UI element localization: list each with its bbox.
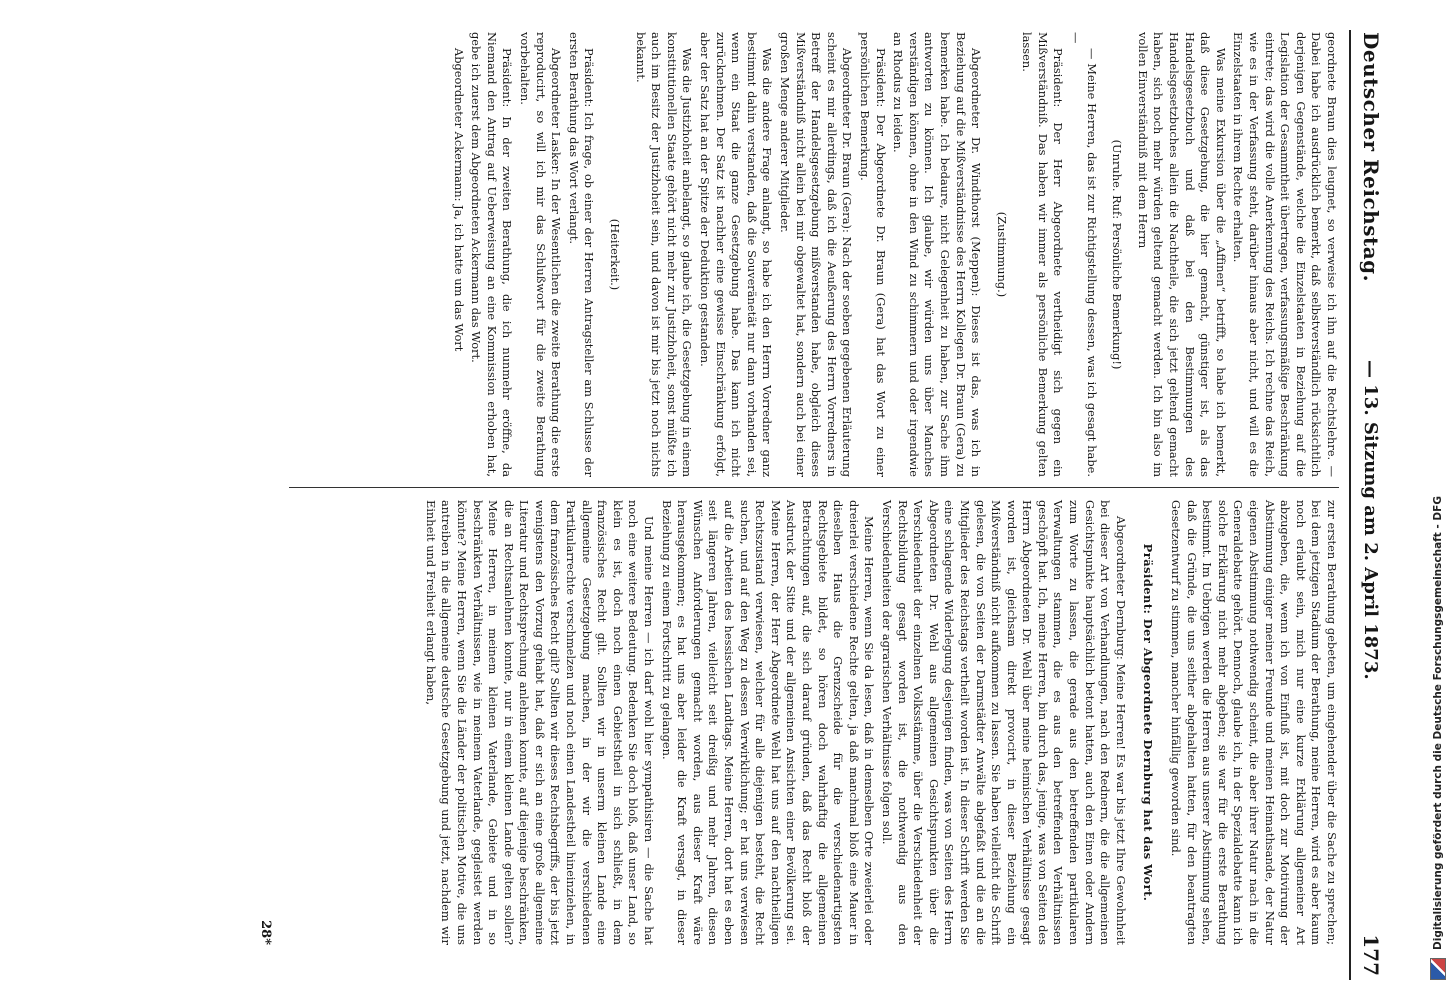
document-page (51, 30, 1391, 980)
speaker-paragraph: Abgeordneter Lasker: In der Wesentlichen die zweite Berathung die erste reproducirt, so will ich mir das Schlußwort für die zweite Berathung vorbehalten. (518, 32, 564, 477)
right-column (59, 500, 1339, 945)
paragraph: zur ersten Berathung gebeten, um eingehender über die Sache zu sprechen; bei dem jetzigen Stadium der Berathung, meine Herren, wird es aber kaum noch erlaubt sein, mich nur eine kurze Erklärung allgemeiner Art abzugeben, die, wenn ich von Einfluß ist, mit doch zur Motivirung der Abstimmung einiger meiner Freunde und meinen Heimathsande, der Natur eigenen Abstimmung nothwendig scheint, die aber ihrer Natur nach in die Generaldebatte gehört. Dennoch, glaube ich, in der Spezialdebatte kann ich solche Erklärung nicht mehr abgeben; sie war für die erste Berathung bestimmt. Im Uebrigen werden die Herren aus unserer Abstimmung sehen, daß die Gründe, die uns seither abgehalten hatten, für den beantragten Gesetzentwurf zu stimmen, mancher hinfällig geworden sind. (1169, 500, 1339, 945)
speaker-paragraph: Präsident: Der Abgeordnete Dr. Braun (Gera) hat das Wort zu einer persönlichen Bemerkung. (857, 32, 888, 477)
speaker-paragraph: Abgeordneter Ackermann: Ja, ich hatte um das Wort (451, 48, 466, 352)
speaker-announcement: Präsident: Der Abgeordnete Dernburg hat das Wort. (1141, 543, 1156, 902)
speaker-paragraph: Präsident: In der zweiten Berathung, die ich nunmehr eröffne, da Niemand den Antrag auf Ueberweisung an eine Kommission erhoben hat, gebe ich zuerst dem Abgeordneten Ackermann das Wort. (469, 32, 515, 477)
paragraph: Meine Herren, wenn Sie da lesen, daß in demselben Orte zweierlei oder dreierlei verschiedene Rechte gelten, ja daß manchmal bloß eine Mauer in dieselben Haus die Grenzscheide für die verschiedenartigsten Rechtsgebiete bildet, so hören doch wahrhaftig die allgemeinen Betrachtungen auf, die sich darauf gründen, daß das Recht bloß der Ausdruck der Sitte und der allgemeinen Ansichten einer Bevölkerung sei. Meine Herren, der Herr Abgeordnete Wehl hat uns auf den nachtheiligen Rechtszustand verwiesen, welcher für alle diejenigen besteht, die Recht suchen, und auf den Weg zu dessen Verwirklichung; er hat uns verwiesen auf die Arbeiten des hessischen Landtags. Meine Herren, dort hat es eben seit längeren Jahren, vielleicht seit dreißig und mehr Jahren, diesen Wünschen Anforderungen gemacht worden, aus dieser Kraft wäre herausgekommen; es hat uns aber leider die Kraft versagt, in dieser Beziehung zu einem Fortschritt zu gelangen. (659, 500, 877, 945)
dfg-sidebar (1402, 20, 1444, 980)
dfg-logo-icon (1430, 958, 1446, 980)
speaker-paragraph: Abgeordneter Dr. Braun (Gera): Nach der soeben gegebenen Erläuterung scheint es mir allerdings, daß ich die Aeußerung des Herrn Vorredners in Betreff der Handelsgesetzgebung mißverstanden habe, obgleich dieses Mißverständniß nicht allein bei mir obgewaltet hat, sondern auch bei einer großen Menge anderer Mitglieder. (778, 32, 855, 477)
interjection: (Unruhe. Ruf: Persönliche Bemerkung!) (1110, 139, 1125, 370)
interjection: (Heiterkeit.) (608, 218, 623, 291)
interjection: (Zustimmung.) (994, 211, 1009, 298)
speaker-paragraph: Präsident: Ich frage, ob einer der Herren Antragsteller am Schlusse der ersten Berathung das Wort verlangt. (566, 32, 597, 477)
page-header (1349, 30, 1391, 980)
paragraph: Was die andere Frage anlangt, so habe ich den Herrn Vorredner ganz bestimmt dahin verstanden, daß die Souveränetät nur dann vorhanden sei, wenn ein Staat die ganze Gesetzgebung habe. Das kann ich nicht zurücknehmen. Der Satz ist nachher eine gewisse Einschränkung erfolgt, aber der Satz hat an der Spitze der Deduktion gestanden. (698, 32, 775, 477)
dfg-funding-notice (1426, 20, 1450, 980)
column-divider (289, 487, 1339, 488)
paragraph: — Meine Herren, das ist zur Richtigstellung dessen, was ich gesagt habe. — (1069, 32, 1099, 477)
signature-mark: 28* (258, 920, 273, 945)
left-column (59, 32, 1339, 477)
speaker-paragraph: Abgeordneter Dr. Windthorst (Meppen): Dieses ist das, was ich in Beziehung auf die Mißverständnisse des Herrn Kollegen Dr. Braun (Gera) zu bemerken habe. Ich bedaure, nicht Gelegenheit zu haben, zur Sache ihm antworten zu können. Ich glaube, wir würden uns über Manches verständigen können, ohne in den Wind zu schimmern und oder irgendwie an Rhodus zu leiden. (891, 32, 984, 477)
header-session-date: — 13. Sitzung am 2. April 1873. (1360, 360, 1381, 680)
dfg-notice-text: Digitalisierung gefördert durch die Deutsche Forschungsgemeinschaft - DFG (1432, 496, 1444, 950)
header-page-number: 177 (1359, 934, 1383, 976)
paragraph: Was die Justizhoheit anbelangt, so glaube ich, die Gesetzgebung in einem konstitutionellen Staate gehört nicht mehr zur Justizhoheit, sonst müßte ich auch im Besitz der Justizhoheit sein, und davon ist mir bis jetzt noch nichts bekannt. (633, 32, 695, 477)
paragraph: Und meine Herren — ich darf wohl hier sympathisiren — die Sache hat noch eine weitere Bedeutung. Bedenken Sie doch bloß, daß unser Land, so klein es ist, doch noch einen Gebietstheil in sich schließt, in dem französisches Recht gilt. Sollten wir in unserm kleinen Lande eine allgemeine Gesetzgebung machen, in der wir die verschiedenen Partikularrechte verschmelzen und noch einen Landestheil hineinziehen, in dem französisches Recht gilt? Sollten wir dieses Rechtsbegriffs, der bis jetzt wenigstens den Vorzug gehabt hat, daß er sich an eine große allgemeine Literatur und Rechtsprechung anlehnen konnte, auf diejenige beschränken, die an Rechtsanlehnen konnte, nur in einem kleinen Lande gelten sollen? Meine Herren, in meinem kleinen Vaterlande, Gebiete und in so beschränkten Verhältnissen, wie in meinem Vaterlande, gegleistet werden könnte? Meine Herren, wenn Sie die Länder der politischen Motive, die uns antreiben in die allgemeine deutsche Gesetzgebung und jetzt, nachdem wir Einheit und Freiheit erlangt haben, (423, 500, 657, 945)
speaker-paragraph: Abgeordneter Dernburg: Meine Herren! Es war bis jetzt Ihre Gewohnheit bei dieser Art von Verhandlungen, nach den Rednern, die die allgemeinen Gesichtspunkte hauptsächlich betont hatten, auch den Einen oder Andern zum Worte zu lassen, die gerade aus den betreffenden partikularen Verwaltungen stammen, die es aus den betreffenden Verhältnissen geschöpft hat. Ich, meine Herren, bin durch das, jenige, was von Seiten des Herrn Abgeordneten Dr. Wehl über meine heimischen Verhältnisse gesagt worden ist, gleichsam direkt provocirt, in dieser Beziehung ein Mißverständniß nicht aufkommen zu lassen. Sie haben vielleicht die Schrift gelesen, die von Seiten der Darmstädter Anwälte abgefaßt und die an die Mitglieder des Reichstags vertheilt worden ist. In dieser Schrift werden Sie eine schlagende Widerlegung desjenigen finden, was von Seiten des Herrn Abgeordneten Dr. Wehl aus allgemeinen Gesichtspunkten über die Verschiedenheit der einzelnen Volksstämme, über die Verschiedenheit der Rechtsbildung gesagt worden ist, die nothwendig aus den Verschiedenheiten der agrarischen Verhältnisse folgen soll. (879, 500, 1128, 945)
paragraph: Was meine Exkursion über die „Affinen“ betrifft, so habe ich bemerkt, daß diese Gesetzgebung, die hier gemacht, günstiger ist, als das Handelsgesetzbuch und daß bei den Bestimmungen des Handelsgesetzbuches allein die Nachtheile, die sich jetzt geltend gemacht haben, sich noch mehr würden geltend gemacht werden. Ich bin also im vollen Einverständniß mit dem Herrn (1135, 32, 1228, 477)
speaker-paragraph: Präsident: Der Herr Abgeordnete vertheidigt sich gegen ein Mißverständniß. Das haben wir immer als persönliche Bemerkung gelten lassen. (1020, 32, 1066, 477)
header-publication-title: Deutscher Reichstag. (1359, 32, 1383, 283)
paragraph: geordnete Braun dies leugnet, so verweise ich ihn auf die Rechtslehre. — Dabei habe ich ausdrücklich bemerkt, daß selbstverständlich rücksichtlich derjenigen Gegenstände, welche die Einzelstaaten in Beziehung auf die Legislation der Gesammtheit übertragen, verfassungsmäßige Beschränkung eintrete; das wird die volle Anerkennung des Reichs. Ich rechne das Reich, wie es in der Verfassung steht, darüber hinaus aber nicht, und will es die Einzelstaaten in ihrem Rechte erhalten. (1231, 32, 1339, 477)
